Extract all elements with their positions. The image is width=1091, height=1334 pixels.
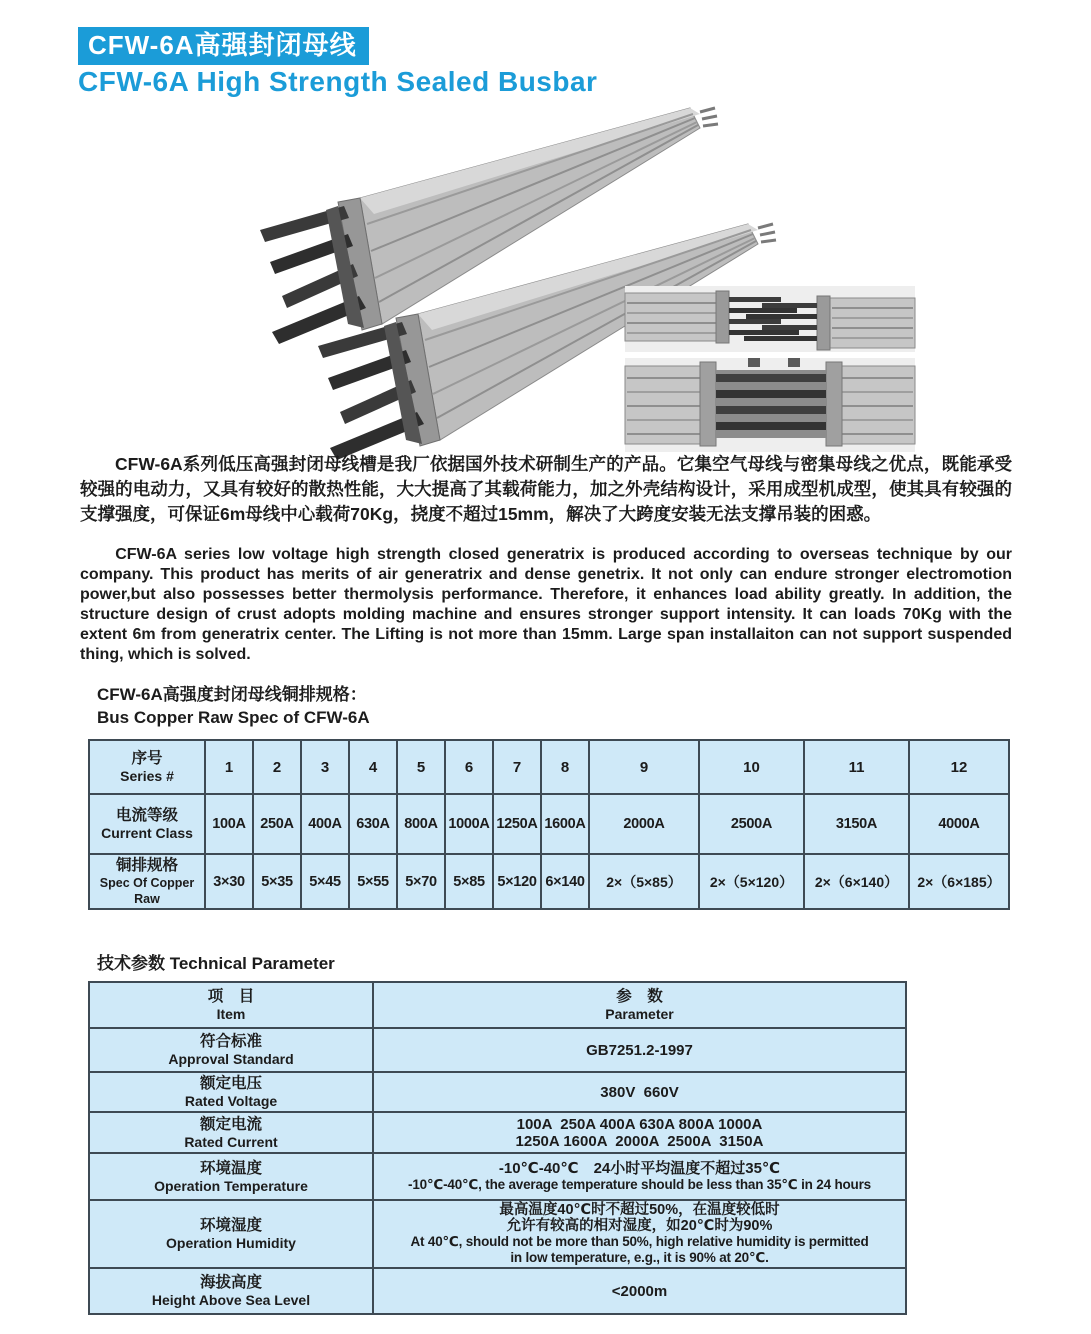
tech-header-item: 项 目 Item (89, 982, 373, 1028)
copper-cell: 6×140 (541, 854, 589, 909)
spec-table-title (97, 683, 370, 729)
current-cell: 1600A (541, 794, 589, 854)
series-cell: 9 (589, 740, 699, 794)
joint-separated-photo (625, 286, 915, 352)
copper-cell: 5×45 (301, 854, 349, 909)
tech-row-rated-current: 额定电流 Rated Current 100A 250A 400A 630A 800A 1000A 1250A 1600A 2000A 2500A 3150A (89, 1112, 906, 1153)
page-title-zh: CFW-6A高强封闭母线 (78, 27, 369, 65)
spec-row-current (89, 794, 1009, 854)
intro-paragraph-zh: CFW-6A系列低压高强封闭母线槽是我厂依据国外技术研制生产的产品。它集空气母线与密集母线之优点，既能承受较强的电动力，又具有较好的散热性能，大大提高了其载荷能力，加之外壳结构设计，采用成型机成型，使其具有较强的支撑强度，可保证6m母线中心载荷70Kg，挠度不超过15mm，解决了大跨度安装无法支撑吊装的困惑。 (80, 454, 1012, 524)
series-cell: 10 (699, 740, 804, 794)
copper-cell: 5×70 (397, 854, 445, 909)
series-cell: 12 (909, 740, 1009, 794)
tech-row-operation-humidity: 环境湿度 Operation Humidity 最高温度40℃时不超过50%，在温度较低时 允许有较高的相对湿度，如20℃时为90% At 40℃, should not be more than 50%, high relative humidity is permitted in low temperature, e.g., it is 90% at 20℃. (89, 1200, 906, 1268)
copper-cell: 5×85 (445, 854, 493, 909)
current-cell: 800A (397, 794, 445, 854)
tech-row-height-above-sea-level: 海拔高度 Height Above Sea Level <2000m (89, 1268, 906, 1314)
current-cell: 3150A (804, 794, 909, 854)
spec-row-series (89, 740, 1009, 794)
series-cell: 3 (301, 740, 349, 794)
series-cell: 6 (445, 740, 493, 794)
tech-row-rated-voltage: 额定电压 Rated Voltage 380V 660V (89, 1072, 906, 1112)
tech-parameter-title: 技术参数 Technical Parameter (97, 954, 335, 973)
copper-cell: 5×55 (349, 854, 397, 909)
series-cell: 2 (253, 740, 301, 794)
joint-coupled-photo (625, 358, 915, 452)
current-cell: 400A (301, 794, 349, 854)
series-cell: 11 (804, 740, 909, 794)
spec-table-title-en: Bus Copper Raw Spec of CFW-6A (97, 708, 370, 727)
series-cell: 1 (205, 740, 253, 794)
spec-row-header-current: 电流等级 Current Class (89, 794, 205, 854)
current-cell: 2000A (589, 794, 699, 854)
current-cell: 630A (349, 794, 397, 854)
copper-cell: 5×35 (253, 854, 301, 909)
spec-row-header-series: 序号 Series # (89, 740, 205, 794)
tech-header-row (89, 982, 906, 1028)
current-cell: 2500A (699, 794, 804, 854)
technical-parameter-table (88, 981, 907, 1315)
tech-row-operation-temperature: 环境温度 Operation Temperature -10℃-40℃ 24小时平均温度不超过35℃ -10℃-40℃, the average temperature should be less than 35℃ in 24 hours (89, 1153, 906, 1200)
product-photos (140, 96, 1020, 464)
page-title-en: CFW-6A High Strength Sealed Busbar (78, 66, 598, 97)
current-cell: 250A (253, 794, 301, 854)
series-cell: 4 (349, 740, 397, 794)
tech-header-parameter: 参 数 Parameter (373, 982, 906, 1028)
current-cell: 4000A (909, 794, 1009, 854)
copper-cell: 2×（6×140） (804, 854, 909, 909)
current-cell: 100A (205, 794, 253, 854)
series-cell: 8 (541, 740, 589, 794)
copper-cell: 3×30 (205, 854, 253, 909)
series-cell: 7 (493, 740, 541, 794)
tech-row-approval-standard: 符合标准 Approval Standard GB7251.2-1997 (89, 1028, 906, 1072)
current-cell: 1250A (493, 794, 541, 854)
copper-cell: 2×（5×85） (589, 854, 699, 909)
copper-cell: 5×120 (493, 854, 541, 909)
spec-table-title-zh: CFW-6A高强度封闭母线铜排规格： (97, 685, 367, 704)
spec-row-header-copper: 铜排规格 Spec Of Copper Raw (89, 854, 205, 909)
bus-copper-spec-table (88, 739, 1010, 910)
current-cell: 1000A (445, 794, 493, 854)
copper-cell: 2×（6×185） (909, 854, 1009, 909)
intro-paragraph-en: CFW-6A series low voltage high strength closed generatrix is produced according to overseas technique by our company. This product has merits of air generatrix and dense genetrix. It not only can endure stronger electromotion power,but also possesses better thermolysis performance. Therefore, it enhances load ability greatly. In addition, the structure design of crust adopts molding machine and ensures stronger support intensity. It can loads 70Kg with the extent 6m from generatrix center. The Lifting is not more than 15mm. Large span installaiton can not support suspended thing, which is solved. (80, 546, 1012, 663)
spec-row-copper (89, 854, 1009, 909)
series-cell: 5 (397, 740, 445, 794)
copper-cell: 2×（5×120） (699, 854, 804, 909)
